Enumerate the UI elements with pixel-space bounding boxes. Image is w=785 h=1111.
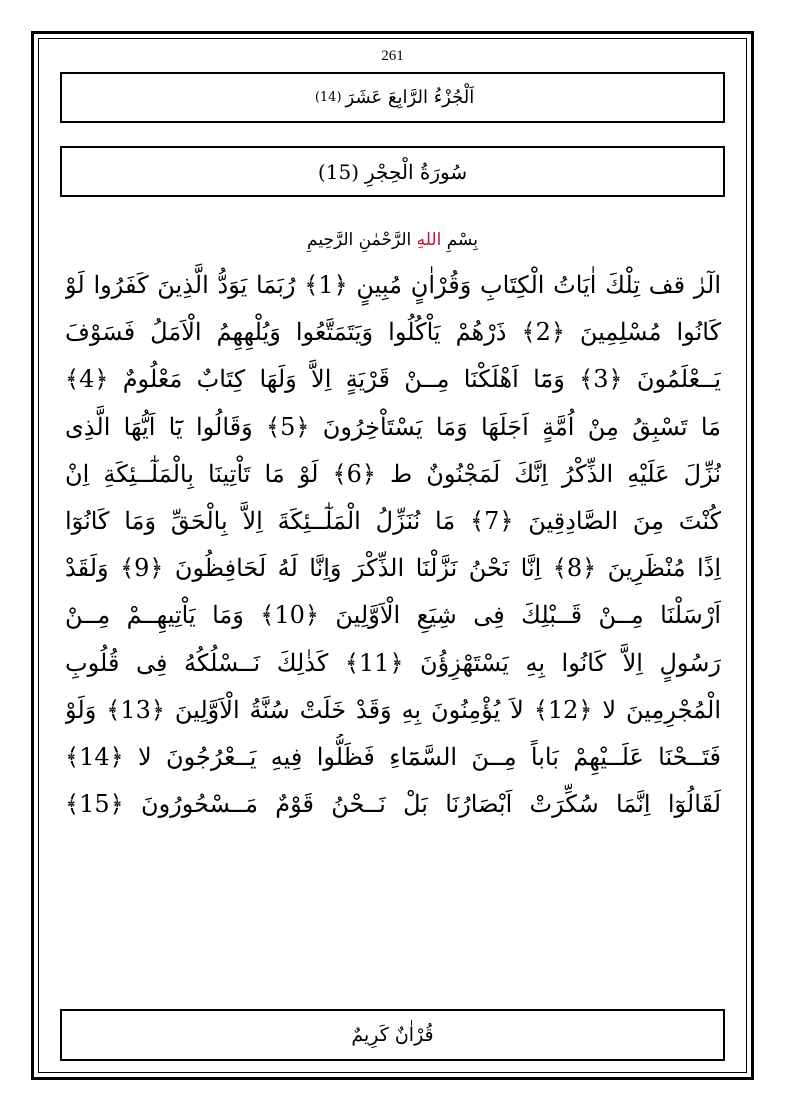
page-number: 261 xyxy=(381,48,404,64)
verse-line: كُنْتَ مِنَ الصَّادِقِينَ ﴿7﴾ مَا نُنَزِّلُ الْمَلٰٓــئِكَةَ اِلاَّ بِالْحَقِّ وَمَا كَانُوٓا xyxy=(65,506,721,535)
surah-header xyxy=(60,146,725,197)
verse-text xyxy=(65,262,721,828)
juz-title: اَلْجُزْءُ الرَّابِعَ عَشَرَ xyxy=(345,87,475,108)
verse-line: مَا تَسْبِقُ مِنْ اُمَّةٍ اَجَلَهَا وَمَا يَسْتَاْخِرُونَ ﴿5﴾ وَقَالُوا يَٓا اَيُّهَا الَّذِى xyxy=(65,412,721,441)
surah-title: سُورَةُ الْحِجْرِ xyxy=(365,159,468,184)
verse-line: الٓرٰ قف تِلْكَ اٰيَاتُ الْكِتَابِ وَقُرْاٰنٍ مُبِينٍ ﴿1﴾ رُبَمَا يَوَدُّ الَّذِينَ كَفَرُوا لَوْ xyxy=(65,271,721,299)
footer-text: قُرْاٰنٌ كَرِيمٌ xyxy=(351,1024,434,1046)
verse-line: رَسُولٍ اِلاَّ كَانُوا بِهِ يَسْتَهْزِؤُنَ ﴿11﴾ كَذٰلِكَ نَــسْلُكُهُ فِى قُلُوبِ xyxy=(65,648,721,677)
basmala-allah: اللهِ xyxy=(416,230,442,250)
basmala-rest: الرَّحْمٰنِ الرَّحِيمِ xyxy=(307,230,412,250)
juz-number: (14) xyxy=(314,90,342,105)
verse-line: لَقَالُوٓا اِنَّمَا سُكِّرَتْ اَبْصَارُنَا بَلْ نَــحْنُ قَوْمٌ مَــسْحُورُونَ ﴿15﴾ xyxy=(65,790,721,819)
verse-line: الْمُجْرِمِينَ لا ﴿12﴾ لاَ يُؤْمِنُونَ بِهِ وَقَدْ خَلَتْ سُنَّةُ الْاَوَّلِينَ ﴿13﴾ وَلَوْ xyxy=(65,695,721,724)
surah-number: (15) xyxy=(317,159,359,184)
verse-line: يَــعْلَمُونَ ﴿3﴾ وَمَٓا اَهْلَكْنَا مِــنْ قَرْيَةٍ اِلاَّ وَلَهَا كِتَابٌ مَعْلُومٌ ﴿4﴾ xyxy=(65,365,721,394)
verse-line: اَرْسَلْنَا مِــنْ قَــبْلِكَ فِى شِيَعِ الْاَوَّلِينَ ﴿10﴾ وَمَا يَاْتِيهِــمْ مِــنْ xyxy=(65,601,721,630)
basmala-bism: بِسْمِ xyxy=(446,230,478,250)
verse-line: فَتَــحْنَا عَلَــيْهِمْ بَاباً مِــنَ السَّمَٓاءِ فَظَلُّوا فِيهِ يَــعْرُجُونَ لا ﴿14﴾ xyxy=(65,742,721,771)
verse-line: كَانُوا مُسْلِمِينَ ﴿2﴾ ذَرْهُمْ يَاْكُلُوا وَيَتَمَتَّعُوا وَيُلْهِهِمُ الْاَمَلُ فَسَوْفَ xyxy=(65,318,721,347)
page-footer xyxy=(60,1009,725,1061)
verse-line: نُزِّلَ عَلَيْهِ الذِّكْرُ اِنَّكَ لَمَجْنُونٌ ط ﴿6﴾ لَوْ مَا تَاْتِينَا بِالْمَلٰٓــئِكَةِ اِنْ xyxy=(65,459,721,488)
juz-header xyxy=(60,72,725,123)
basmala xyxy=(0,230,785,250)
verse-line: اِذًا مُنْظَرِينَ ﴿8﴾ اِنَّا نَحْنُ نَزَّلْنَا الذِّكْرَ وَاِنَّا لَهُ لَحَافِظُونَ ﴿9﴾ وَلَقَدْ xyxy=(65,554,721,583)
